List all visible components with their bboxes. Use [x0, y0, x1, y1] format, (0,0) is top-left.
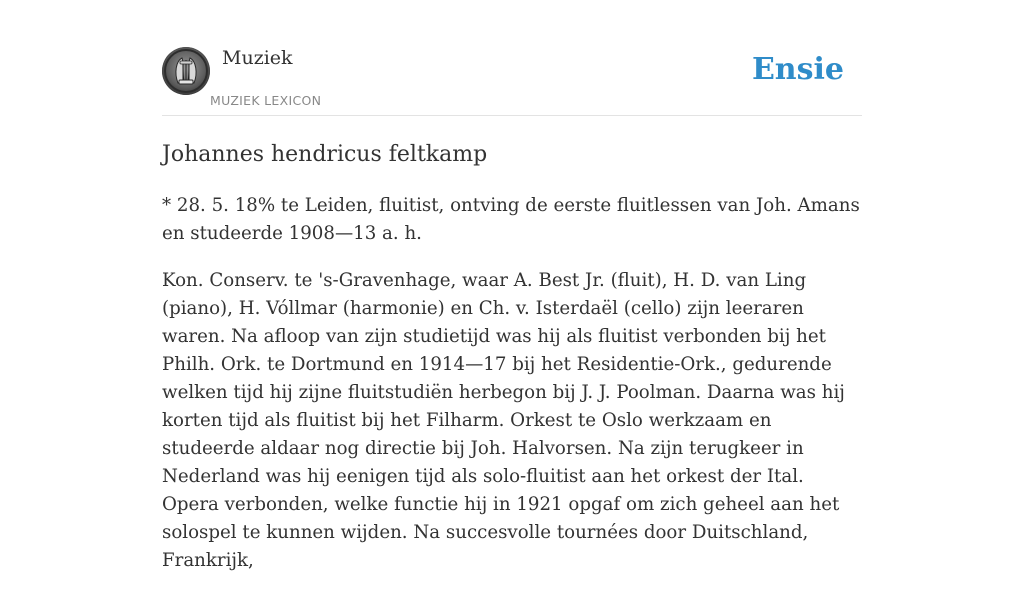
article-paragraph: Kon. Conserv. te 's-Gravenhage, waar A. Best Jr. (fluit), H. D. van Ling (piano), H. Vóllmar (harmonie) en Ch. v. Isterdaël (cello) zijn leeraren waren. Na afloop van zijn studietijd was hij als fluitist verbonden bij het Philh. Ork. te Dortmund en 1914—17 bij het Residentie-Ork., gedurende welken tijd hij zijne fluitstudiën herbegon bij J. J. Poolman. Daarna was hij korten tijd als fluitist bij het Filharm. Orkest te Oslo werkzaam en studeerde aldaar nog directie bij Joh. Halvorsen. Na zijn terugkeer in Nederland was hij eenigen tijd als solo-fluitist aan het orkest der Ital. Opera verbonden, welke functie hij in 1921 opgaf om zich geheel aan het solospel te kunnen wijden. Na succesvolle tournées door Duitschland, Frankrijk, — [162, 270, 845, 571]
article-paragraph: * 28. 5. 18% te Leiden, fluitist, ontving de eerste fluitlessen van Joh. Amans en studeerde 1908—13 a. h. — [162, 195, 860, 244]
article-title: Johannes hendricus feltkamp — [162, 142, 488, 167]
brand-logo[interactable]: Ensie — [751, 52, 844, 87]
source-name[interactable]: Muziek — [222, 47, 293, 69]
site-header — [162, 0, 862, 116]
source-logo-icon[interactable] — [162, 47, 210, 95]
article-body — [162, 192, 866, 594]
source-subtitle[interactable]: MUZIEK LEXICON — [210, 93, 322, 108]
